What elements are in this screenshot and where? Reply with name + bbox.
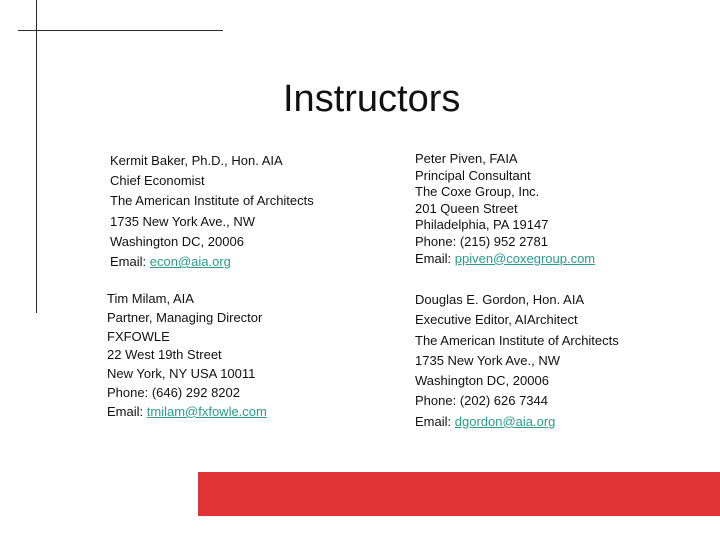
instructor-street: 1735 New York Ave., NW [110, 213, 256, 229]
instructor-city: Washington DC, 20006 [110, 233, 244, 249]
instructor-role: Principal Consultant [415, 167, 531, 183]
email-label: Email: [110, 254, 147, 270]
corner-vertical-rule [36, 0, 37, 313]
instructor-street: 1735 New York Ave., NW [415, 352, 561, 368]
instructor-email-link[interactable]: econ@aia.org [149, 254, 231, 270]
instructor-organization: The American Institute of Architects [415, 332, 619, 348]
instructor-card-douglas-gordon [415, 290, 619, 432]
instructor-name: Tim Milam, AIA [107, 291, 194, 306]
slide-title: Instructors [283, 78, 461, 120]
instructor-name: Peter Piven, FAIA [415, 151, 518, 166]
footer-accent-bar [198, 472, 720, 516]
instructor-email-link[interactable]: dgordon@aia.org [454, 413, 556, 429]
instructor-role: Executive Editor, AIArchitect [415, 312, 578, 328]
instructor-name: Kermit Baker, Ph.D., Hon. AIA [110, 153, 283, 168]
instructor-organization: The American Institute of Architects [110, 193, 314, 209]
email-label: Email: [107, 403, 144, 419]
instructor-role: Partner, Managing Director [107, 309, 263, 325]
instructor-email-line [107, 403, 267, 422]
instructor-email-line [415, 251, 595, 268]
instructor-city: Philadelphia, PA 19147 [415, 217, 549, 233]
instructor-organization: The Coxe Group, Inc. [415, 184, 540, 200]
instructor-city: New York, NY USA 10011 [107, 366, 256, 382]
instructor-email-link[interactable]: tmilam@fxfowle.com [146, 403, 267, 419]
email-label: Email: [415, 413, 452, 429]
instructor-email-line [110, 252, 314, 272]
instructor-name: Douglas E. Gordon, Hon. AIA [415, 292, 585, 307]
instructor-city: Washington DC, 20006 [415, 373, 549, 389]
instructor-card-kermit-baker [110, 151, 314, 272]
instructor-card-tim-milam [107, 290, 267, 422]
corner-horizontal-rule [18, 30, 223, 31]
instructor-street: 201 Queen Street [415, 200, 518, 216]
instructor-street: 22 West 19th Street [107, 347, 222, 363]
instructor-role: Chief Economist [110, 173, 205, 189]
instructor-phone: Phone: (215) 952 2781 [415, 233, 548, 249]
instructor-email-link[interactable]: ppiven@coxegroup.com [454, 250, 596, 266]
instructor-organization: FXFOWLE [107, 328, 170, 344]
instructor-email-line [415, 412, 619, 432]
instructor-card-peter-piven [415, 151, 595, 267]
email-label: Email: [415, 250, 452, 266]
instructor-phone: Phone: (202) 626 7344 [415, 393, 548, 409]
instructor-phone: Phone: (646) 292 8202 [107, 384, 240, 400]
